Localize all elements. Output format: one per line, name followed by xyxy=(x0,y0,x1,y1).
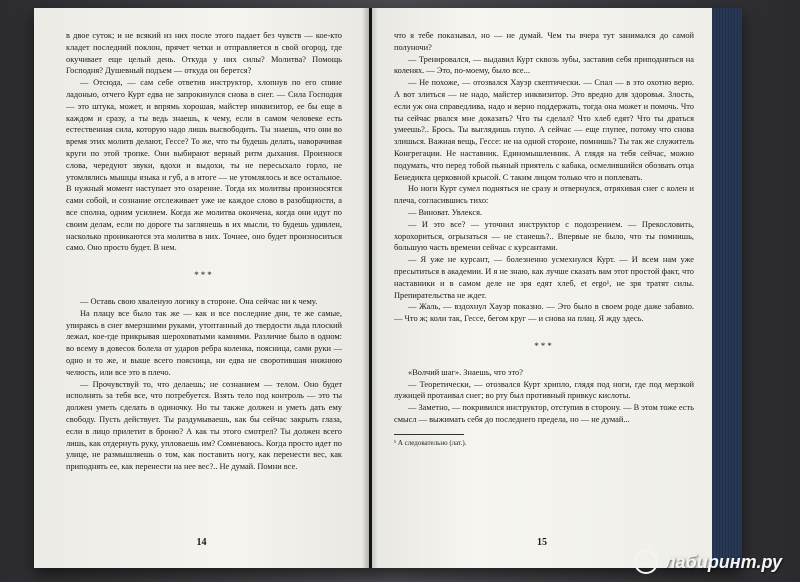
paragraph: — Жаль, — вздохнул Хауэр показно. — Это было в своем роде даже забавно. — Что ж; коли так, Гессе, бегом круг — и снова на плац. Я жду здесь. xyxy=(394,302,694,324)
paragraph: — И это все? — уточнил инструктор с подозрением. — Прекословить, хорохориться, огрызаться — не станешь?.. Впервые не было, что ты помнишь, большую часть времени сейчас с курсантами. xyxy=(394,219,694,253)
labirint-logo-icon xyxy=(634,550,658,574)
footnote-rule xyxy=(394,434,464,435)
paragraph: На плацу все было так же — как и все последние дни, те же самые, упираясь в снег вмерзшими руками, утоптанный до твердости льда плоский лежал, кое-где прикрывая шероховатыми камнями. Различие было в одном: во всему в довесок болела от ударов ребра коленка, поясница, сами руки — одно и то же, и выше всего поясница, ни едва не своротившая нижнюю челюсть, или все это в плечо. xyxy=(66,308,342,377)
right-page-text xyxy=(394,30,694,450)
paragraph: в двое суток; и не всякий из них после этого падает без чувств — кое-кто кладет последний поклон, прячет четки и отправляется в свой огород, где окучивает еще целый день. Откуда у них силы? Молитва? Помощь Господня? Душевный подъем — откуда он берется? xyxy=(66,31,342,76)
right-page xyxy=(372,8,712,568)
left-page-text xyxy=(66,30,342,473)
section-break: *** xyxy=(194,270,214,281)
paragraph: — Виноват. Увлекся. xyxy=(408,207,483,217)
paragraph: — Заметно, — покривился инструктор, отступив в сторону. — В этом тоже есть смысл — выжимать себя до последнего предела, но — не думай... xyxy=(394,403,694,424)
page-number: 15 xyxy=(537,537,547,548)
footnote: ¹ А следовательно (лат.). xyxy=(394,438,467,447)
paragraph: — Теоретически, — отозвался Курт хрипло, глядя под ноги, где под мерзкой лужицей протаивал снег; во рту был противный привкус кислоты. xyxy=(394,379,694,401)
paragraph: Но ноги Курт сумел подняться не сразу и отвернулся, отряхивая снег с колен и плеча, согласившись тихо: xyxy=(394,184,694,206)
paragraph: — Оставь свою хваленую логику в стороне. Она сейчас ни к чему. xyxy=(80,296,318,306)
watermark xyxy=(634,550,782,574)
paragraph: — Не похоже, — отозвался Хауэр скептически. — Спал — в это охотно верю. А вот злиться — не надо, майстер инквизитор. Это вредно для здоровья. Злость, если уж она справедлива, надо и верно поддержать, тогда она может и помочь. Что ты сейчас рвался мне доказать? Что ты сделал? Что хлеб едят? Что ты драться умеешь?.. Брось. Ты выглядишь глупо. А сейчас — еще глупее, потому что снова злишься. Важная вещь, Гессе: не на одной стороне, помнишь? Ты так же служитель Конгрегации. Не наставник. Единомышленник. А глядя на тебя сейчас, можно подумать, что перед тобой пьяный приятель с кабака, осмелившийся обозвать отца Бенедикта церковной крысой. С таким лицом только что и поплевать. xyxy=(394,78,694,182)
paragraph: — Тренировался, — выдавил Курт сквозь зубы, заставив себя приподняться на коленях. — Это, по-моему, было все... xyxy=(394,54,694,76)
paragraph: «Волчий шаг». Знаешь, что это? xyxy=(408,367,523,377)
watermark-text: лабиринт.ру xyxy=(664,551,782,572)
paragraph: — Прочувствуй то, что делаешь; не сознанием — телом. Оно будет исполнять за тебя все, что потребуется. Взять тело под контроль — это ты должен уметь сделать в одиночку. Но ты также должен и уметь дать ему свободу. Пусть действует. Ты раздумываешь, как бы сейчас закрыть глаза, если в лицо прилетит в броню? А как ты этого смотрел? Ты должен всего лишь, как отдернуть руку, упловаешь им? Сомневаюсь. Когда просто идет по улице, не размышляешь о том, как поставить ногу, как перенести вес, как приподнять ее, как перенести на нее вес?.. Не думай. Помни все. xyxy=(66,379,342,472)
section-break: *** xyxy=(534,340,554,351)
page-number: 14 xyxy=(196,537,207,548)
paragraph: — Я уже не курсант, — болезненно усмехнулся Курт. — И всем нам уже пресытиться в академии. И я не знаю, как лучше сказать вам этот простой факт, что наставники и в самом деле не зря едят хлеб, et ergo¹, не зря тратят силы. Препирательства не ждет. xyxy=(394,255,694,300)
paragraph: — Отсюда, — сам себе ответив инструктор, хлопнув по его спине ладонью, отчего Курт едва не запрокинулся снова в снег. — Сила Господня — это штука, может, и впрямь хорошая, майстер инквизитор, ее бы еще в каждом и сразу, а ты ведь знаешь, к чему, если в самом человеке есть естественная сила, которую надо лишь высвободить. Ты знаешь, что они во время этих молитв делают, Гессе? То же, что ты будешь делать, наворачивая круги по этой тропке. Они выбирают верный ритм дыхания. Произнося слова, чередуют звуки, вдохи и выдохи, ты не пересыхало горло, не утомлялись мышцы языка и губ, а в итоге — не утомлялось и все остальное. В нужный момент наступает это озарение. Тогда их молитвы произносятся сами собой, и сознание отслеживает уже не каждое слово в разобщности, а все сполна, одним усилием. Когда же молитва окончена, когда они идут по своим делам, если по дороге ты заглянешь в их мысли, то будешь удивлен, насколько проникаются эта молитва в них. Точнее, оно будет произноситься само. Оно просто будет. В нем. xyxy=(66,78,342,253)
left-page xyxy=(34,8,369,568)
book-cover-edge xyxy=(712,8,742,568)
paragraph: что я тебе показывал, но — не думай. Чем ты вчера тут занимался до самой полуночи? xyxy=(394,31,694,52)
